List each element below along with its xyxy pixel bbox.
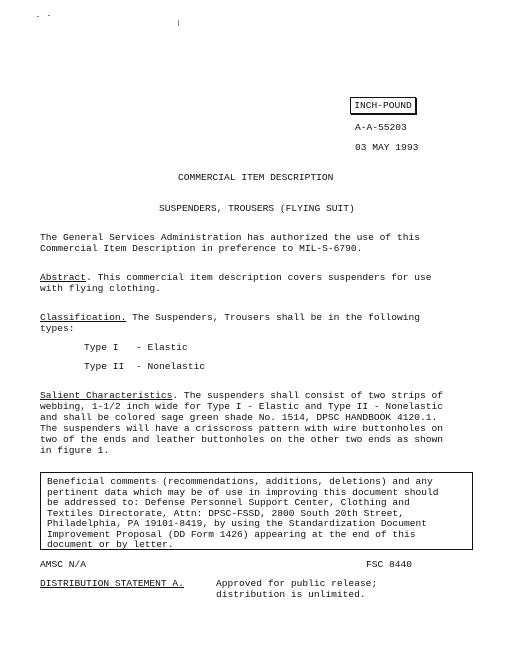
type-value: - Nonelastic	[136, 361, 206, 372]
abstract-text: . This commercial item description covers suspenders for use	[86, 272, 432, 283]
salient-line: and shall be colored sage green shade No. 1514, DPSC HANDBOOK 4120.1.	[40, 412, 438, 423]
comments-line: be addressed to: Defense Personnel Support Center, Clothing and	[47, 497, 410, 508]
comments-line: document or by letter.	[47, 539, 174, 550]
distribution-statement-label: DISTRIBUTION STATEMENT A.	[40, 578, 184, 589]
comments-box	[40, 472, 473, 550]
salient-line: The suspenders will have a crisscross pattern with wire buttonholes on	[40, 423, 444, 434]
inch-pound-stamp: INCH-POUND	[350, 97, 416, 114]
salient-heading: Salient Characteristics	[40, 390, 173, 401]
distribution-line: Approved for public release;	[216, 578, 378, 589]
salient-text: . The suspenders shall consist of two strips of	[172, 390, 444, 401]
type-value: - Elastic	[136, 342, 188, 353]
salient-line: in figure 1.	[40, 445, 110, 456]
distribution-line: distribution is unlimited.	[216, 589, 366, 600]
salient-line: two of the ends and leather buttonholes on the other two ends as shown	[40, 434, 444, 445]
classification-text: The Suspenders, Trousers shall be in the following	[126, 312, 420, 323]
classification-paragraph	[40, 312, 420, 324]
comments-line: Textiles Directorate, Attn: DPSC-FSSD, 2800 South 20th Street,	[47, 507, 404, 519]
abstract-paragraph	[40, 272, 432, 284]
document-number: A-A-55203	[355, 122, 407, 133]
scan-speck	[48, 15, 50, 16]
fsc-code: FSC 8440	[366, 559, 413, 570]
abstract-line: with flying clothing.	[40, 283, 161, 294]
salient-paragraph	[40, 390, 443, 402]
classification-heading: Classification.	[40, 312, 127, 323]
comments-line: Beneficial comments (recommendations, additions, deletions) and any	[47, 476, 433, 487]
intro-line: Commercial Item Description in preference to MIL-S-6790.	[40, 243, 363, 254]
comments-line: Philadelphia, PA 19101-8419, by using the Standardization Document	[47, 518, 427, 529]
type-label: Type I	[84, 342, 119, 353]
document-date: 03 MAY 1993	[355, 142, 419, 153]
salient-line: webbing, 1-1/2 inch wide for Type I - Elastic and Type II - Nonelastic	[40, 401, 444, 412]
intro-line: The General Services Administration has authorized the use of this	[40, 232, 420, 243]
document-subject-title: SUSPENDERS, TROUSERS (FLYING SUIT)	[159, 203, 355, 214]
comments-line: Improvement Proposal (DD Form 1426) appearing at the end of this	[47, 528, 416, 540]
classification-line: types:	[40, 323, 75, 334]
scan-speck	[37, 16, 39, 17]
amsc-code: AMSC N/A	[40, 559, 87, 570]
comments-line: pertinent data which may be of use in improving this document should	[47, 486, 439, 498]
abstract-heading: Abstract	[40, 272, 87, 283]
document-type-title: COMMERCIAL ITEM DESCRIPTION	[178, 172, 334, 183]
scan-speck	[178, 20, 179, 26]
type-label: Type II	[84, 361, 125, 372]
